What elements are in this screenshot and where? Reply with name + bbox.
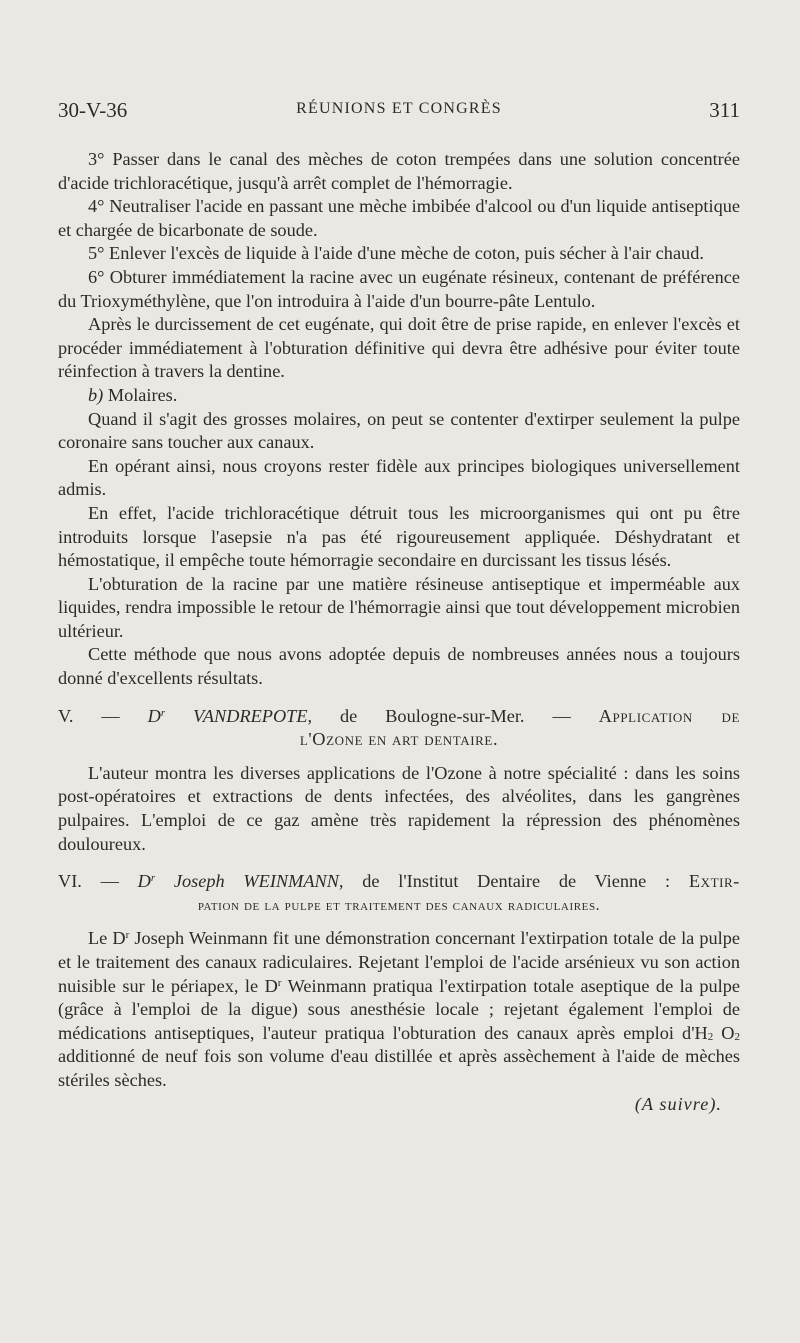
subheading-text: Molaires.: [107, 384, 178, 405]
page-number: 311: [709, 98, 740, 122]
section-6-title-end: pation de la pulpe et traitement des canaux radiculaires.: [197, 896, 601, 914]
paragraph-obturation: L'obturation de la racine par une matière résineuse antiseptique et imperméable aux liquides, rendra impossible le retour de l'hémorragie ainsi que tout développement microbien ultérieur.: [58, 573, 740, 641]
subheading-molaires: [58, 384, 740, 408]
paragraph-operating: En opérant ainsi, nous croyons rester fidèle aux principes biologiques universellement admis.: [58, 455, 740, 500]
section-6-heading: [58, 870, 740, 894]
section-6-title-dr: $D^r$ Joseph WEINMANN,: [137, 871, 344, 892]
paragraph-step-3: 3° Passer dans le canal des mèches de coton trempées dans une solution concentrée d'acide trichloracétique, jusqu'à arrêt complet de l'hémorragie.: [58, 149, 740, 193]
section-5-place: de Boulogne-sur-Mer. —: [312, 705, 599, 726]
paragraph-method: Cette méthode que nous avons adoptée depuis de nombreuses années nous a toujours donné d'excellents résultats.: [58, 644, 740, 689]
section-6-text: Le $D^r$ Joseph Weinmann fit une démonstration concernant l'extirpation totale de la pulpe et le traitement des canaux radiculaires. Rejetant l'emploi de l'acide arsénieux vu son action nuisible sur le périapex, le $D^r$ Weinmann pratiqua l'extirpation totale aseptique de la pulpe (grâce à l'emploi de la digue) sous anesthésie locale ; rejetant également l'emploi de médications antiseptiques, l'auteur pratiqua l'obturation des canaux après emploi $d'H_2$ $O_2$ additionné de neuf fois son volume d'eau distillée et après assèchement à l'aide de mèches stériles sèches.: [58, 928, 740, 1090]
paragraph-effect: En effet, l'acide trichloracétique détruit tous les microorganismes qui ont pu être introduits lorsque l'asepsie n'a pas été rigoureusement appliquée. Déshydratant et hémostatique, il empêche toute hémorragie secondaire en durcissant les tissus lésés.: [58, 502, 740, 571]
running-header: [58, 98, 740, 124]
section-5-title-dr: $D^r$ VANDREPOTE,: [147, 705, 313, 726]
section-5-number: V. —: [58, 705, 148, 726]
paragraph-molaires: Quand il s'agit des grosses molaires, on peut se contenter d'extirper seulement la pulpe coronaire sans toucher aux canaux.: [58, 408, 740, 453]
section-5-author: VANDREPOTE,: [193, 705, 313, 726]
section-6-place: de l'Institut Dentaire de Vienne :: [343, 871, 689, 892]
section-5-heading: [58, 705, 740, 729]
subheading-label: b): [88, 384, 104, 405]
section-6-number: VI. —: [58, 871, 138, 892]
section-5-title-end: l'Ozone en art dentaire.: [299, 729, 499, 750]
header-date: 30-V-36: [58, 98, 128, 122]
section-5-text: L'auteur montra les diverses applications de l'Ozone à notre spécialité : dans les soins post-opératoires et extractions de dents infectées, des alvéolites, dans les gangrènes pulpaires. L'emploi de ce gaz amène très rapidement la répression des phénomènes douloureux.: [58, 762, 740, 854]
section-6-author: Joseph WEINMANN,: [173, 871, 344, 892]
paragraph-step-5: 5° Enlever l'excès de liquide à l'aide d'une mèche de coton, puis sécher à l'air chaud.: [88, 243, 704, 264]
paragraph-step-6: 6° Obturer immédiatement la racine avec un eugénate résineux, contenant de préférence du Trioxyméthylène, que l'on introduira à l'aide d'un bourre-pâte Lentulo.: [58, 266, 740, 311]
paragraph-step-4: 4° Neutraliser l'acide en passant une mèche imbibée d'alcool ou d'un liquide antiseptique et chargée de bicarbonate de soude.: [58, 196, 740, 240]
page-body: [58, 148, 740, 1116]
section-5-title-start: Application de: [598, 705, 740, 726]
section-6-title-start: Extir-: [688, 871, 740, 892]
to-be-continued: (A suivre).: [634, 1093, 722, 1114]
header-title: RÉUNIONS ET CONGRÈS: [296, 100, 502, 117]
paragraph-after-hardening: Après le durcissement de cet eugénate, qui doit être de prise rapide, en enlever l'excès et procéder immédiatement à l'obturation définitive qui devra être adhésive pour éviter toute réinfection à travers la dentine.: [58, 314, 740, 382]
